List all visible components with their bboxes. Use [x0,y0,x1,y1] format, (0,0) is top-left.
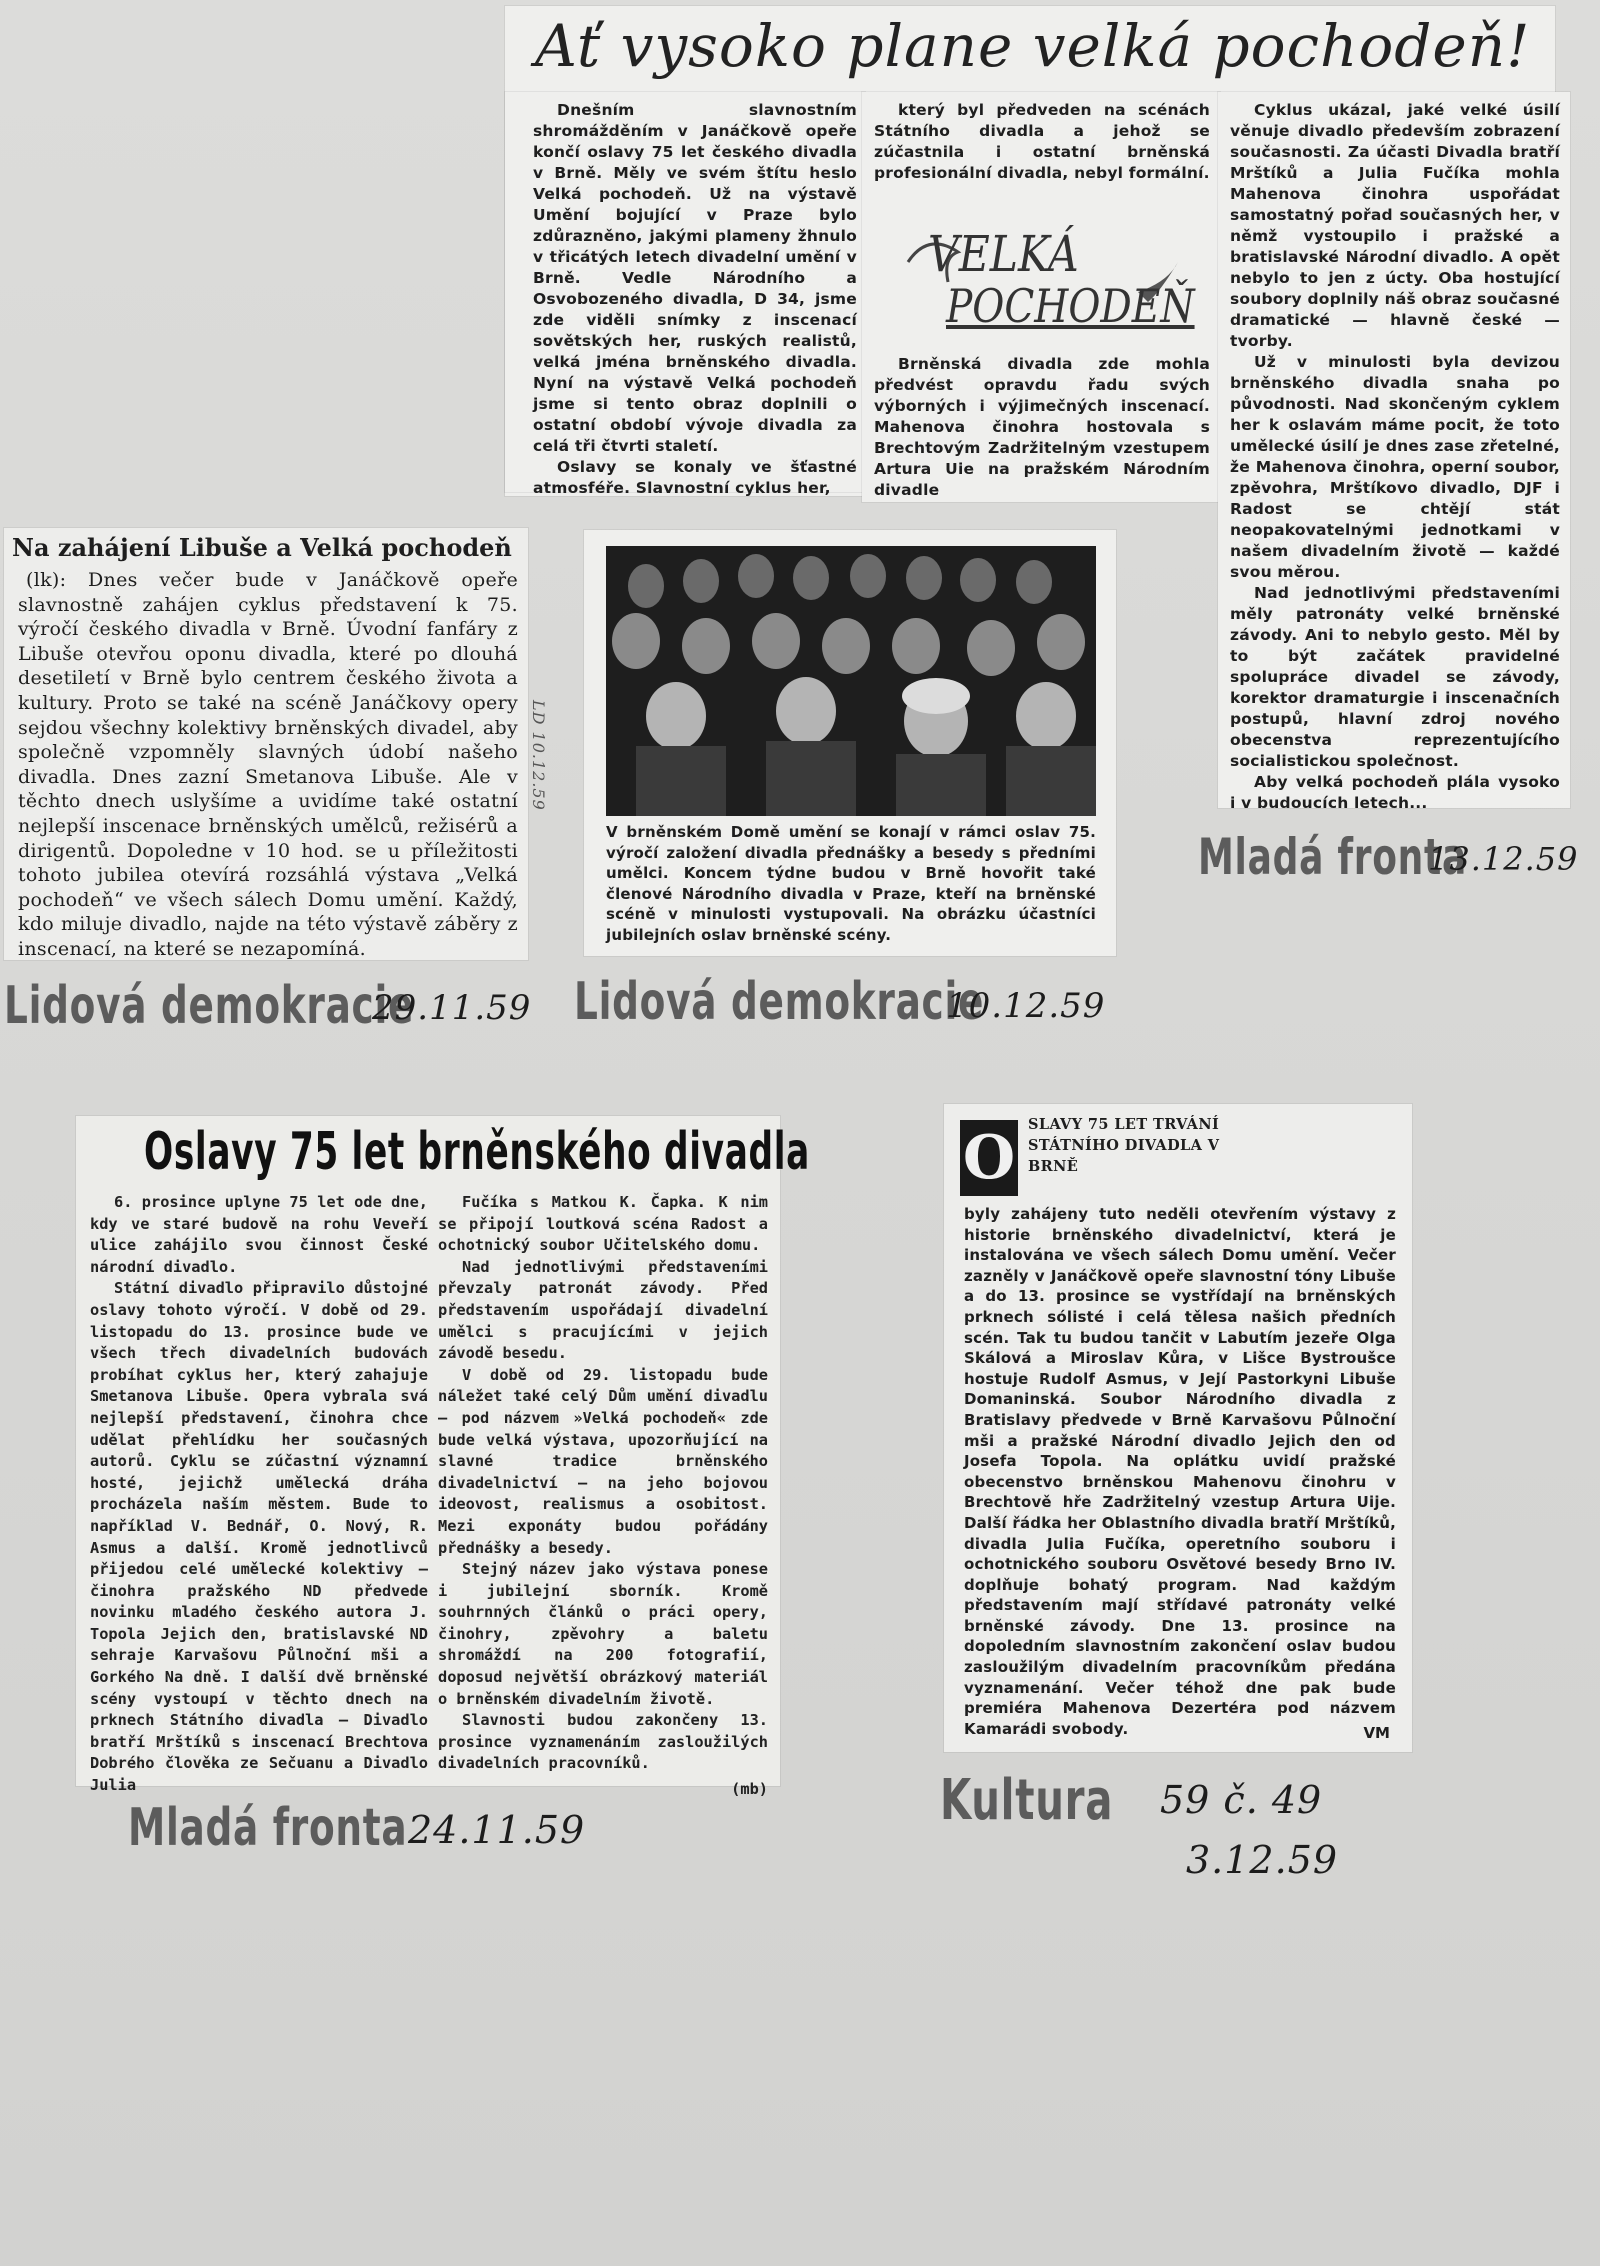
clipping-vysoko-col3 [1218,92,1570,812]
clipping-kultura [944,1104,1412,1752]
margin-note: LD 10.12.59 [529,700,548,811]
source-stamp: Mladá fronta [128,1798,408,1858]
paragraph: V době od 29. listopadu bude náležet také celý Dům umění divadlu — pod názvem »Velká pochodeň« zde bude velká výstava, upozorňující na slavné tradice brněnského divadelnictví — na jeho bojovou ideovost, realismus a osobitost. Mezi exponáty budou pořádány přednášky a besedy. [438,1365,768,1557]
paragraph: 6. prosince uplyne 75 let ode dne, kdy ve staré budově na rohu Veveří ulice zahájilo svou činnost České národní divadlo. [90,1193,428,1276]
paragraph: (lk): Dnes večer bude v Janáčkově opeře slavnostně zahájen cyklus představení k 75. výročí českého divadla v Brně. Úvodní fanfáry z Libuše otevřou oponu divadla, které po dlouhá desetiletí v Brně bylo centrem českého života a kultury. Proto se také na scéně Janáčkovy opery sejdou všechny kolektivy brněnských divadel, aby společně vzpomněly slavných údobí našeho divadla. Dnes zazní Smetanova Libuše. Ale v těchto dnech uslyšíme a uvidíme také ostatní nejlepší inscenace brněnských umělců, režisérů a dirigentů. Dopoledne v 10 hod. se u příležitosti tohoto jubilea otevírá rozsáhlá výstava „Velká pochodeň“ ve všech sálech Domu umění. Každý, kdo miluje divadlo, najde na této výstavě záběry z inscenací, na které se nezapomíná. [18,569,518,960]
paragraph: Slavnosti budou zakončeny 13. prosince vyznamenáním zasloužilých divadelních pracovníků. [438,1711,768,1773]
clipping-vysoko-col1 [505,92,865,497]
lead: SLAVY 75 LET TRVÁNÍ STÁTNÍHO DIVADLA V BRNĚ [1028,1116,1220,1175]
paragraph: byly zahájeny tuto neděli otevřením výstavy z historie brněnského divadelnictví, která je instalována ve všech sálech Domu umění. Večer zazněly v Janáčkově opeře slavnostní tóny Libuše a do 13. prosince se vystřídají na brněnských prknech sólisté i celá tělesa našich předních scén. Tak tu budou tančit v Labutím jezeře Olga Skálová a Miroslav Kůra, v Lišce Bystroušce hostuje Rudolf Asmus, v Její Pastorkyni Libuše Domaninská. Soubor Národního divadla z Bratislavy předvede v Brně Karvašovu Půlnoční mši a pražské Národní divadlo Jejich den od Josefa Topola. Na oplátku uvidí pražské obecenstvo brněnskou Mahenovu činohru v Brechtově hře Zadržitelný vzestup Artura Uije. Další řádka her Oblastního divadla bratří Mrštíků, divadla Julia Fučíka, operetního souboru i ochotnického souboru Osvětové besedy Brno IV. doplňuje bohatý program. Nad každým představením mají střídavé patronáty velké brněnské závody. Dne 13. prosince na dopoledním slavnostním zakončení oslav budou zasloužilým divadelním pracovníkům předána vyznamenání. Večer téhož dne pak bude premiéra Mahenova Dezertéra pod názvem Kamarádi svobody. [964,1205,1396,1738]
paragraph: Brněnská divadla zde mohla předvést opravdu řadu svých výborných i výjimečných inscenací. Mahenova činohra hostovala s Brechtovým Zadržitelným vzestupem Artura Uie na pražském Národním divadle [874,355,1210,499]
headline: Na zahájení Libuše a Velká pochodeň [12,533,512,562]
date-note: 13.12.59 [1428,840,1579,878]
paragraph: Už v minulosti byla devizou brněnského divadla snaha po původnosti. Nad skončeným cyklem her k oslavám máme pocit, že toto umělecké úsilí je dnes zase zřetelné, že Mahenova činohra, operní soubor, zpěvohra, Mrštíkovo divadlo, DJF i Radost se chtějí stát neopakovatelnými jednotkami v našem divadelním životě — každé svou měrou. [1230,353,1560,581]
velka-pochoden-logo [898,222,1195,352]
signature: (mb) [731,1780,768,1799]
photo-audience [606,546,1096,816]
paragraph: Nad jednotlivými představeními měly patronáty velké brněnské závody. Ani to nebylo gesto. Měl by to být začátek pravidelné spolupráce divadel se závody, korektor dramaturgie i inscenačních postupů, hlavní zdroj nového obecenstva reprezentujícího socialistickou společnost. [1230,584,1560,770]
paragraph: který byl předveden na scénách Státního divadla a jehož se zúčastnila i ostatní brněnská profesionální divadla, nebyl formální. [874,101,1210,182]
logo-line-2: POCHODEŇ [946,279,1195,333]
clipping-oslavy-75 [76,1116,811,1799]
signature: VM [1363,1724,1390,1742]
paragraph: Aby velká pochodeň plála vysoko i v budoucích letech... [1230,773,1560,812]
date-note: 29.11.59 [372,988,532,1028]
paragraph: Nad jednotlivými představeními převzaly patronát závody. Před představením uspořádají divadelní umělci s pracujícími v jejich závodě besedu. [438,1257,768,1363]
source-stamp: Mladá fronta [1198,828,1467,886]
paragraph: Dnešním slavnostním shromážděním v Janáčkově opeře končí oslavy 75 let českého divadla v Brně. Měly ve svém štítu heslo Velká pochodeň. Už na výstavě Umění bojující v Praze bylo zdůrazněno, jakými plameny žhnulo v třicátých letech divadelní umění v Brně. Vedle Národního a Osvobozeného divadla, D 34, jsme zde viděli snímky z inscenací sovětských her, ruských realistů, velká jména brněnského divadla. Nyní na výstavě Velká pochodeň jsme si tento obraz doplnili o ostatní období vývoje divadla za celá tři čtvrti staletí. [533,101,857,455]
clipping-zahajeni-libuse [4,528,528,960]
photo-caption: V brněnském Domě umění se konají v rámci oslav 75. výročí založení divadla přednášky a besedy s předními umělci. Koncem týdne budou v Brně hovořit také členové Národního divadla v Praze, kteří na brněnské scéně v minulosti vystupovali. Na obrázku účastníci jubilejních oslav brněnské scény. [606,823,1096,944]
paragraph: Oslavy se konaly ve šťastné atmosféře. Slavnostní cyklus her, [533,458,857,497]
date-note: 10.12.59 [946,986,1106,1026]
paragraph: Státní divadlo připravilo důstojné oslavy tohoto výročí. V době od 29. listopadu do 13. prosince bude ve všech třech divadelních budovách probíhat cyklus her, který zahajuje Smetanova Libuše. Opera vybrala svá nejlepší představení, činohra chce udělat přehlídku her současných autorů. Cyklu se zúčastní významní hosté, jejichž umělecká dráha procházela naším městem. Bude to například V. Bednář, O. Nový, R. Asmus a další. Kromě jednotlivců přijedou celé umělecké kolektivy — činohra pražského ND předvede novinku mladého českého autora J. Topola Jejich den, bratislavské ND sehraje Karvašovu Půlnoční mši a Gorkého Na dně. I další dvě brněnské scény vystoupí v těchto dnech na prknech Státního divadla — Divadlo bratří Mrštíků s inscenací Brechtova Dobrého člověka ze Sečuanu a Divadlo Julia [90,1279,428,1795]
paragraph: Stejný název jako výstava ponese i jubilejní sborník. Kromě souhrnných článků o práci opery, činohry, zpěvohry a baletu shromáždí na 200 fotografií, doposud největší obrázkový materiál o brněnském divadelním životě. [438,1560,768,1708]
clipping-photo [584,530,1116,956]
source-stamp: Lidová demokracie [4,976,415,1036]
headline: Ať vysoko plane velká pochodeň! [535,12,1531,80]
date-note: 3.12.59 [1186,1838,1339,1882]
paragraph: Fučíka s Matkou K. Čapka. K nim se připojí loutková scéna Radost a ochotnický soubor Učitelského domu. [438,1193,768,1255]
logo-line-1: VELKÁ [928,225,1079,283]
date-note: 59 č. 49 [1160,1778,1323,1822]
audience-photo-icon [606,546,1096,816]
headline: Oslavy 75 let brněnského divadla [144,1122,811,1182]
clipping-vysoko-col2 [862,92,1220,502]
paragraph: Cyklus ukázal, jaké velké úsilí věnuje divadlo především zobrazení současnosti. Za účasti Divadla bratří Mrštíků a Julia Fučíka mohla Mahenova činohra uspořádat samostatný pořad současných her, v němž vystoupilo i pražské a bratislavské Národní divadlo. A opět nebylo to jen z úcty. Oba hostující soubory doplnily náš obraz současné dramatické — hlavně české — tvorby. [1230,101,1560,350]
date-note: 24.11.59 [408,1808,586,1852]
drop-cap: O [960,1120,1018,1196]
source-stamp: Kultura [940,1768,1114,1833]
source-stamp: Lidová demokracie [574,972,985,1032]
